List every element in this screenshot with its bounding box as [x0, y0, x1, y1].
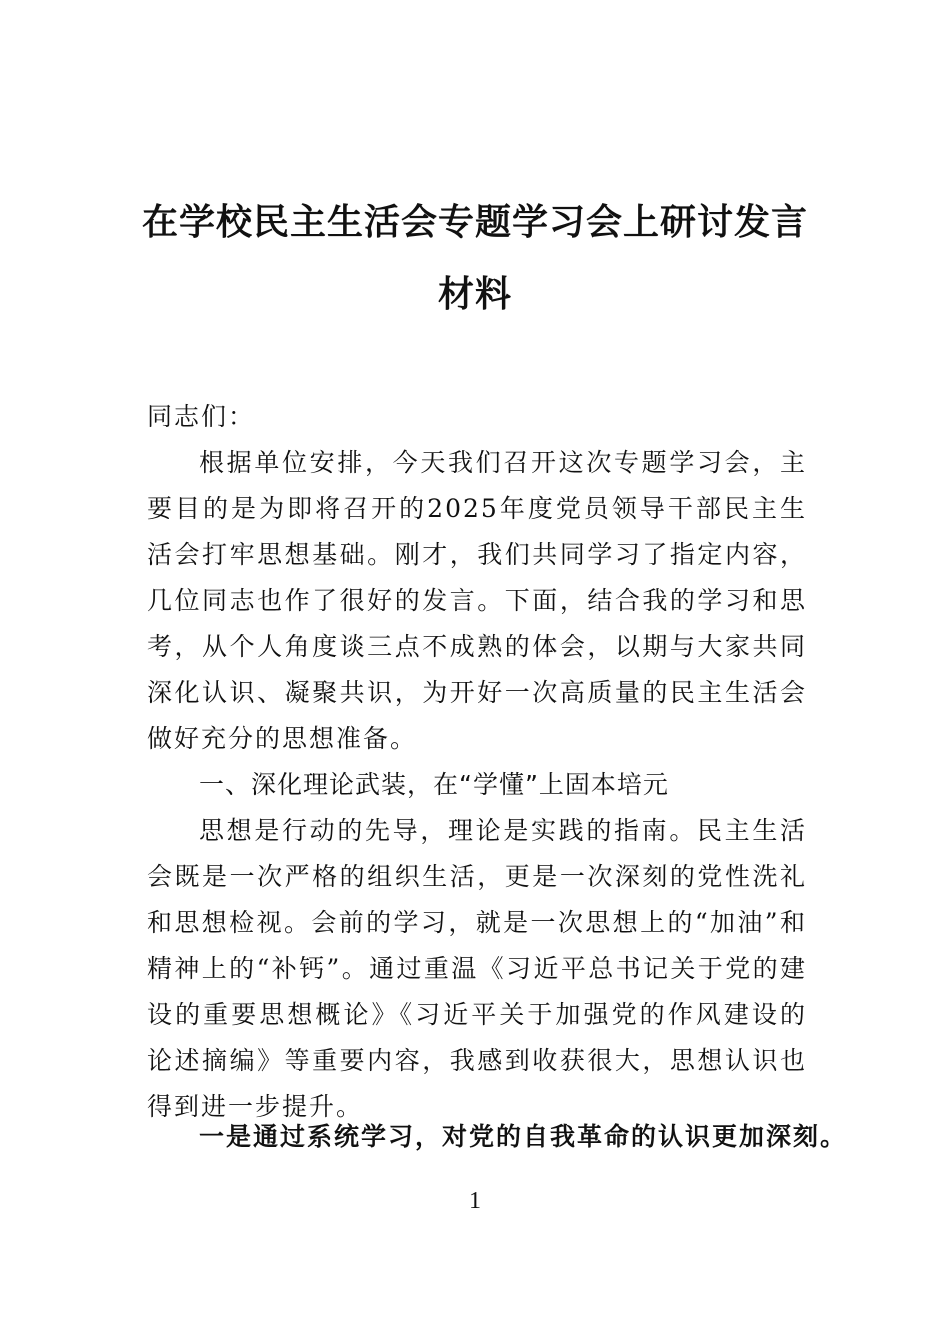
paragraph-text: 思想是行动的先导，理论是实践的指南。民主生活会既是一次严格的组织生活，更是一次深刻的党性洗礼和思想检视。会前的学习，就是一次思想上的“加油”和精神上的“补钙”。通过重温《习近平总书记关于党的建设的重要思想概论》《习近平关于加强党的作风建设的论述摘编》等重要内容，我感到收获很大，思想认识也得到进一步提升。	[147, 816, 807, 1121]
document-title-line-2: 材料	[437, 273, 512, 315]
paragraph-text: 根据单位安排，今天我们召开这次专题学习会，主要目的是为即将召开的2025年度党员领导干部民主生活会打牢思想基础。刚才，我们共同学习了指定内容，几位同志也作了很好的发言。下面，结合我的学习和思考，从个人角度谈三点不成熟的体会，以期与大家共同深化认识、凝聚共识，为开好一次高质量的民主生活会做好充分的思想准备。	[147, 448, 807, 753]
body-paragraph-intro	[147, 440, 807, 762]
greeting: 同志们：	[147, 402, 256, 431]
body-paragraph-section1	[147, 808, 807, 1130]
document-title-line-1: 在学校民主生活会专题学习会上研讨发言	[141, 201, 808, 243]
bold-lead-sentence: 一是通过系统学习，对党的自我革命的认识更加深刻。	[199, 1122, 848, 1151]
section-heading-1: 一、深化理论武装，在“学懂”上固本培元	[199, 770, 669, 799]
page-number: 1	[469, 1188, 481, 1214]
